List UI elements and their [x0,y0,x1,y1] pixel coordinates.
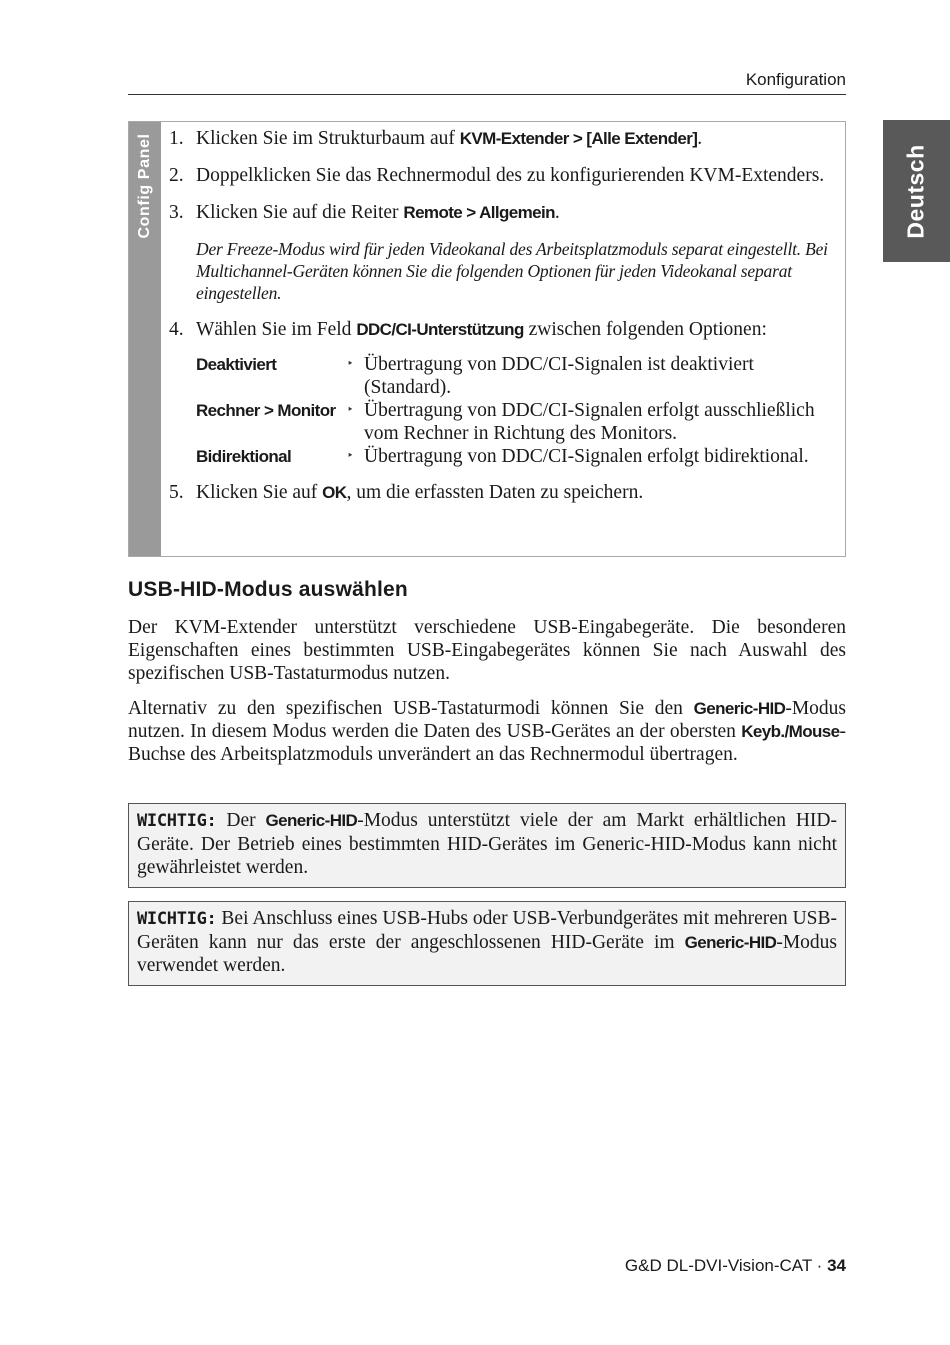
option-row [169,399,839,445]
step-number: 5. [169,482,184,503]
ui-path: KVM-Extender > [Alle Extender] [459,129,698,148]
warning-label: WICHTIG: [137,811,217,831]
step-2 [169,164,839,187]
config-steps [169,122,839,504]
option-row [169,353,839,399]
language-tab [883,120,950,262]
body-paragraph-2 [128,697,846,766]
warning-text: Der [216,810,266,831]
option-label: Bidirektional [196,447,292,466]
page-number: 34 [827,1256,846,1275]
section-heading: USB-HID-Modus auswählen [128,578,408,601]
step-text: . [554,202,560,223]
step-number: 1. [169,128,184,149]
paragraph-text: -Modus nutzen. In diesem Modus werden die Daten des USB-Gerätes an der obersten [128,698,846,742]
step-5 [169,481,839,504]
option-row [169,445,839,468]
running-head: Konfiguration [128,70,846,95]
warning-text: Bei Anschluss eines USB-Hubs oder USB-Verbundgerätes mit mehreren USB-Geräten kann nur das erste der angeschlossenen HID-Geräte im [137,908,837,953]
step-4 [169,318,839,341]
config-panel-box [128,121,846,557]
term-generic-hid: Generic-HID [684,933,777,952]
warning-label: WICHTIG: [137,909,217,929]
warning-box-2 [128,901,846,986]
body-paragraph-1: Der KVM-Extender unterstützt verschiedene USB-Eingabegeräte. Die besonderen Eigenschaften eines bestimmten USB-Eingabegerätes können Sie nach Auswahl des spezifischen USB-Tastaturmodus nutzen. [128,617,846,684]
term-generic-hid: Generic-HID [693,699,786,718]
option-label: Rechner > Monitor [196,401,336,420]
step-text: zwischen folgenden Optionen: [523,319,767,340]
step-text: . [697,128,703,149]
term-keyb-mouse: Keyb./Mouse [741,722,840,741]
warning-text: -Modus verwendet werden. [137,932,837,976]
step-3 [169,201,839,224]
paragraph-text: Alternativ zu den spezifischen USB-Tastaturmodi können Sie den [128,698,694,719]
language-tab-label: Deutsch [903,143,929,239]
step-text: Klicken Sie auf [196,482,323,503]
term-generic-hid: Generic-HID [265,811,358,830]
italic-note: Der Freeze-Modus wird für jeden Videokanal des Arbeitsplatzmoduls separat eingestellt. Bei Multichannel-Geräten können Sie die folgenden Optionen für jeden Videokanal separat eingestellen. [196,239,828,303]
field-name: DDC/CI-Unterstützung [356,320,524,339]
triangle-bullet-icon: ‣ [347,450,354,462]
step-text: , um die erfassten Daten zu speichern. [346,482,644,503]
option-description: Übertragung von DDC/CI-Signalen erfolgt bidirektional. [364,446,809,467]
step-number: 4. [169,319,184,340]
config-panel-sidebar [129,122,161,556]
step-number: 2. [169,165,184,186]
option-description: Übertragung von DDC/CI-Signalen erfolgt ausschließlich vom Rechner in Richtung des Monitors. [364,400,815,444]
warning-box-1 [128,803,846,888]
triangle-bullet-icon: ‣ [347,358,354,370]
step-text: Klicken Sie auf die Reiter [196,202,404,223]
ok-button-label: OK [322,483,347,502]
triangle-bullet-icon: ‣ [347,404,354,416]
footer-product: G&D DL-DVI-Vision-CAT · [624,1256,828,1275]
step-number: 3. [169,202,184,223]
paragraph-text: -Buchse des Arbeitsplatzmoduls unverändert an das Rechnermodul übertragen. [128,721,846,765]
step-text: Wählen Sie im Feld [196,319,357,340]
warning-text: -Modus unterstützt viele der am Markt erhältlichen HID-Geräte. Der Betrieb eines bestimmten HID-Gerätes im Generic-HID-Modus kann nicht gewährleistet werden. [137,810,838,878]
step-text: Klicken Sie im Strukturbaum auf [196,128,460,149]
option-description: Übertragung von DDC/CI-Signalen ist deaktiviert (Standard). [364,354,754,398]
step-1 [169,127,839,150]
option-label: Deaktiviert [196,355,277,374]
ui-path: Remote > Allgemein [403,203,555,222]
config-panel-label: Config Panel [136,133,153,239]
step-text: Doppelklicken Sie das Rechnermodul des zu konfigurierenden KVM-Extenders. [196,165,825,186]
page-footer [128,1256,846,1276]
